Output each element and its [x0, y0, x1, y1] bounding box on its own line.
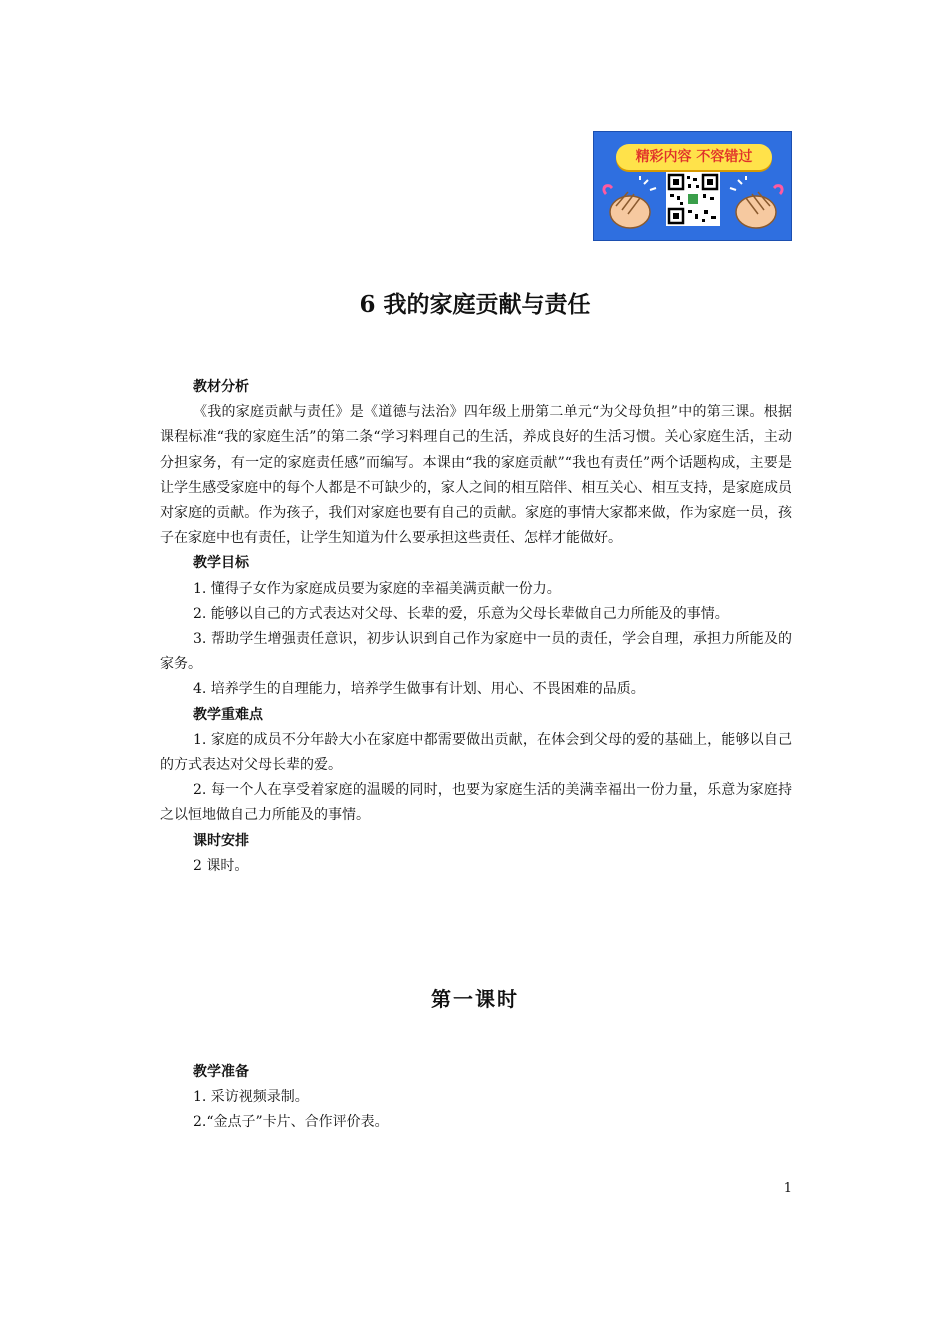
clapping-hands-icon — [600, 176, 662, 234]
section-heading-goals: 教学目标 — [193, 555, 249, 572]
prep-item: 1. 采访视频录制。 — [193, 1089, 309, 1106]
goal-item: 2. 能够以自己的方式表达对父母、长辈的爱，乐意为父母长辈做自己力所能及的事情。 — [193, 605, 729, 622]
analysis-paragraph: 《我的家庭贡献与责任》是《道德与法治》四年级上册第二单元“为父母负担”中的第三课。根据课程标准“我的家庭生活”的第二条“学习料理自己的生活，养成良好的生活习惯。关心家庭生活，主动分担家务，有一定的家庭责任感”而编写。本课由“我的家庭贡献”“我也有责任”两个话题构成，主要是让学生感受家庭中的每个人都是不可缺少的，家人之间的相互陪伴、相互关心、相互支持，是家庭成员对家庭的贡献。作为孩子，我们对家庭也要有自己的贡献。家庭的事情大家都来做，作为家庭一员，孩子在家庭中也有责任，让学生知道为什么要承担这些责任、怎样才能做好。 — [160, 404, 792, 547]
page-number: 1 — [783, 1181, 792, 1196]
banner-title: 精彩内容 不容错过 — [616, 144, 772, 170]
clapping-hands-icon — [724, 176, 786, 234]
goal-item: 4. 培养学生的自理能力，培养学生做事有计划、用心、不畏困难的品质。 — [193, 681, 645, 698]
document-body — [160, 375, 792, 879]
prep-item: 2.“金点子”卡片、合作评价表。 — [193, 1114, 389, 1131]
title-number: 6 — [359, 291, 376, 318]
promo-banner[interactable] — [593, 131, 792, 241]
section-heading-analysis: 教材分析 — [193, 379, 249, 395]
key-point-item: 1. 家庭的成员不分年龄大小在家庭中都需要做出贡献，在体会到父母的爱的基础上，能够以自己的方式表达对父母长辈的爱。 — [160, 731, 792, 774]
goal-item: 1. 懂得子女作为家庭成员要为家庭的幸福美满贡献一份力。 — [193, 580, 561, 597]
section-heading-key-points: 教学重难点 — [193, 706, 263, 723]
key-point-item: 2. 每一个人在享受着家庭的温暖的同时，也要为家庭生活的美满幸福出一份力量，乐意为家庭持之以恒地做自己力所能及的事情。 — [160, 782, 792, 824]
goal-item: 3. 帮助学生增强责任意识，初步认识到自己作为家庭中一员的责任，学会自理，承担力所能及的家务。 — [160, 631, 792, 673]
lesson-title: 第一课时 — [431, 987, 519, 1011]
title-text: 我的家庭贡献与责任 — [383, 292, 591, 318]
document-title — [0, 288, 950, 322]
lesson-prep — [160, 1060, 792, 1136]
schedule-text: 2 课时。 — [193, 857, 249, 874]
section-heading-prep: 教学准备 — [193, 1064, 249, 1080]
qr-code-icon — [666, 172, 720, 226]
qr-code[interactable] — [666, 172, 720, 226]
section-heading-schedule: 课时安排 — [193, 832, 249, 849]
